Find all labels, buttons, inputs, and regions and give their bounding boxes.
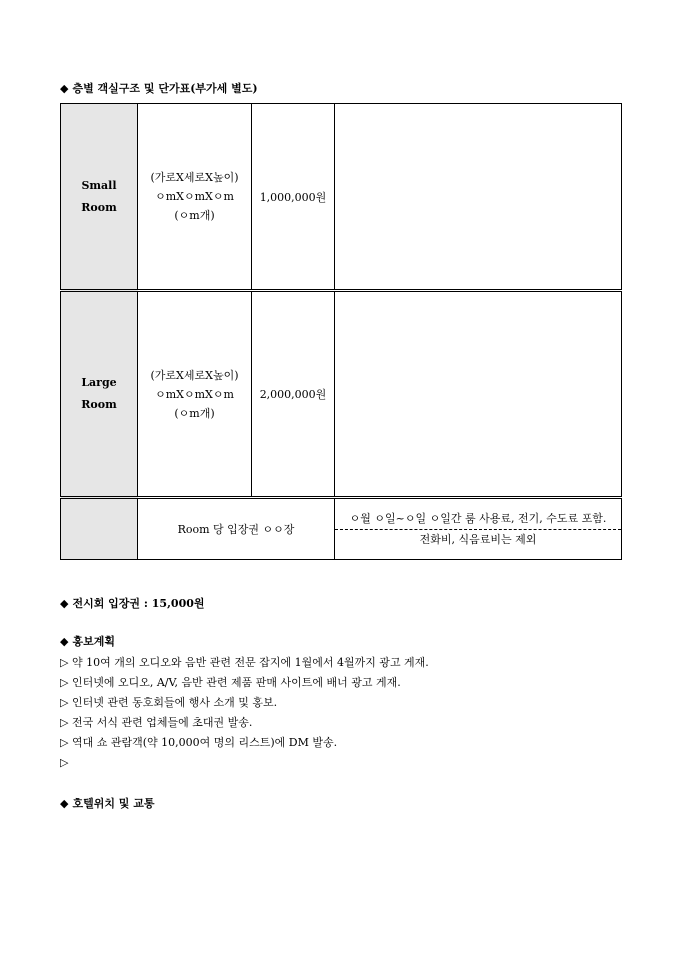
section-room-pricing-heading — [60, 80, 258, 96]
room-dimensions: ㅇmXㅇmXㅇm — [155, 387, 234, 401]
room-note-cell — [335, 291, 622, 498]
room-pricing-table — [60, 103, 622, 560]
section-title: 호텔위치 및 교통 — [72, 797, 155, 810]
room-spec: (가로X세로X높이) — [150, 171, 239, 184]
room-count: (ㅇm개) — [174, 209, 215, 222]
section-hotel-location-heading — [60, 795, 155, 811]
room-spec-cell — [138, 104, 252, 291]
fee-note-cell — [335, 498, 622, 560]
diamond-bullet-icon: ◆ — [60, 635, 69, 648]
section-title: 홍보계획 — [72, 635, 115, 648]
list-item: ▷ 역대 쇼 관람객(약 10,000여 명의 리스트)에 DM 발송. — [60, 736, 338, 749]
diamond-bullet-icon: ◆ — [60, 82, 69, 95]
section-title: 전시회 입장권 : 15,000원 — [72, 597, 205, 610]
list-item: ▷ 전국 서식 관련 업체들에 초대권 발송. — [60, 716, 253, 729]
fee-note-included: ㅇ월 ㅇ일~ㅇ일 ㅇ일간 룸 사용료, 전기, 수도료 포함. — [335, 509, 621, 530]
list-item: ▷ 약 10여 개의 오디오와 음반 관련 전문 잡지에 1월에서 4월까지 광고 게재. — [60, 656, 429, 669]
table-row-small-room — [61, 104, 622, 291]
table-row-admission-fee — [61, 498, 622, 560]
promotion-list — [60, 653, 429, 773]
room-name: Room — [81, 200, 117, 214]
room-spec: (가로X세로X높이) — [150, 368, 239, 382]
room-name: Room — [81, 398, 117, 411]
diamond-bullet-icon: ◆ — [60, 597, 69, 610]
room-name-cell — [61, 291, 138, 498]
section-promotion-heading — [60, 633, 115, 649]
list-item: ▷ 인터넷 관련 동호회들에 행사 소개 및 홍보. — [60, 696, 278, 709]
room-price-cell: 1,000,000원 — [252, 104, 335, 291]
fee-ticket-cell: Room 당 입장권 ㅇㅇ장 — [138, 498, 335, 560]
room-count: (ㅇm개) — [174, 406, 215, 420]
section-admission-heading — [60, 595, 205, 611]
fee-label-cell — [61, 498, 138, 560]
room-name-cell — [61, 104, 138, 291]
list-item: ▷ — [60, 756, 69, 769]
room-name: Small — [81, 178, 117, 192]
room-dimensions: ㅇmXㅇmXㅇm — [155, 190, 234, 203]
room-price-cell: 2,000,000원 — [252, 291, 335, 498]
section-title: 층별 객실구조 및 단가표(부가세 별도) — [72, 82, 258, 95]
fee-note-excluded: 전화비, 식음료비는 제외 — [419, 532, 537, 546]
table-row-large-room — [61, 291, 622, 498]
room-spec-cell — [138, 291, 252, 498]
room-note-cell — [335, 104, 622, 291]
list-item: ▷ 인터넷에 오디오, A/V, 음반 관련 제품 판매 사이트에 배너 광고 게재. — [60, 676, 401, 689]
room-name: Large — [81, 376, 117, 389]
diamond-bullet-icon: ◆ — [60, 797, 69, 810]
